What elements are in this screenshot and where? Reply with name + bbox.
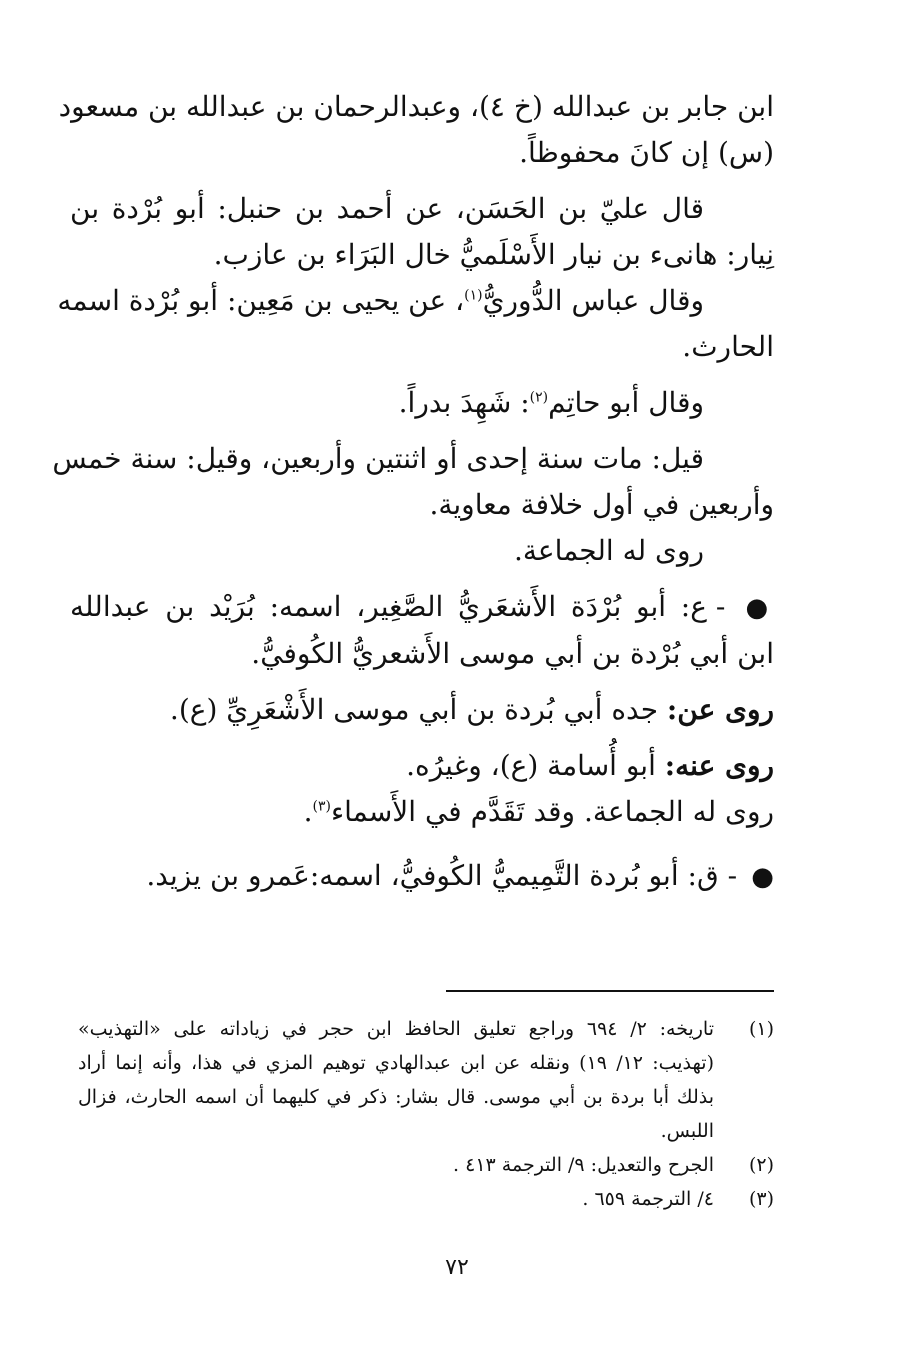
text-span: : شَهِدَ بدراً. bbox=[398, 386, 530, 419]
text-line: روى له الجماعة. bbox=[513, 534, 704, 567]
text-line: ابن جابر بن عبدالله (خ ٤)، وعبدالرحمان بن عبدالله بن مسعود bbox=[58, 90, 774, 123]
text-line: قال عليّ بن الحَسَن، عن أحمد بن حنبل: أبو بُرْدة بن bbox=[70, 192, 704, 225]
footnote-line: (تهذيب: ١٢/ ١٩) ونقله عن ابن عبدالهادي توهيم المزي في هذا، وأنه إنما أراد bbox=[78, 1052, 714, 1074]
text-span: جده أبي بُردة بن أبي موسى الأَشْعَرِيِّ (ع). bbox=[169, 693, 667, 726]
text-line: (س) إن كانَ محفوظاً. bbox=[519, 136, 774, 169]
footnote-number: (٢) bbox=[748, 1154, 774, 1176]
footnote-separator bbox=[446, 990, 774, 992]
footnote-ref: (١) bbox=[464, 287, 483, 304]
label-narrated-by: روى عنه: bbox=[664, 749, 774, 782]
text-line: نِيار: هانىء بن نيار الأَسْلَميُّ خال البَرَاء بن عازب. bbox=[213, 238, 774, 271]
footnote-number: (١) bbox=[748, 1018, 774, 1040]
text-line bbox=[70, 743, 774, 789]
bullet-icon: ● bbox=[743, 862, 774, 892]
text-line: قيل: مات سنة إحدى أو اثنتين وأربعين، وقيل: سنة خمس bbox=[52, 442, 704, 475]
footnote-line: بذلك أبا بردة بن أبي موسى. قال بشار: ذكر في كليهما أن اسمه الحارث، فزال bbox=[78, 1086, 714, 1108]
footnote-line: اللبس. bbox=[660, 1120, 714, 1142]
footnotes bbox=[78, 1012, 774, 1216]
text-span: وقال أبو حاتِم bbox=[548, 386, 704, 419]
entry-heading bbox=[70, 853, 774, 900]
footnote-ref: (٣) bbox=[312, 798, 331, 815]
text-line bbox=[57, 278, 774, 324]
text-span: روى له الجماعة. وقد تَقَدَّم في الأَسماء bbox=[330, 795, 774, 828]
text-span: ، عن يحيى بن مَعِين: أبو بُرْدة اسمه bbox=[57, 284, 465, 317]
footnote-text: تاريخه: ٢/ ٦٩٤ وراجع تعليق الحافظ ابن حجر في زياداته على «التهذيب» bbox=[78, 1018, 714, 1040]
text-line: وأربعين في أول خلافة معاوية. bbox=[429, 488, 774, 521]
text-line: ابن أبي بُرْدة بن أبي موسى الأَشعريُّ الكُوفيُّ. bbox=[251, 637, 774, 670]
footnote-ref: (٢) bbox=[529, 389, 549, 406]
label-narrated-from: روى عن: bbox=[666, 693, 774, 726]
text-span: . bbox=[303, 795, 313, 828]
text-span: أبو أُسامة (ع)، وغيرُه. bbox=[406, 749, 665, 782]
footnote-line bbox=[78, 1148, 774, 1182]
entry-heading bbox=[70, 584, 774, 631]
text-span: - ق: أبو بُردة التَّمِيميُّ الكُوفيُّ، اسمه:عَمرو بن يزيد. bbox=[146, 859, 738, 892]
footnote-line bbox=[78, 1182, 774, 1216]
footnote-number: (٣) bbox=[748, 1188, 774, 1210]
text-line bbox=[70, 687, 774, 733]
main-text bbox=[52, 84, 774, 900]
text-line: الحارث. bbox=[682, 330, 774, 363]
text-line bbox=[70, 380, 774, 426]
text-span: - ع: أبو بُرْدَة الأَشعَريُّ الصَّغِير، اسمه: بُرَيْد بن عبدالله bbox=[70, 590, 726, 623]
footnote-text: ٤/ الترجمة ٦٥٩ . bbox=[582, 1188, 714, 1210]
text-span: وقال عباس الدُّوريُّ bbox=[482, 284, 704, 317]
text-line bbox=[70, 789, 774, 835]
bullet-icon: ● bbox=[731, 593, 774, 623]
footnote-line bbox=[78, 1012, 774, 1046]
page-number: ٧٢ bbox=[445, 1255, 469, 1280]
footnote-text: الجرح والتعديل: ٩/ الترجمة ٤١٣ . bbox=[453, 1154, 714, 1176]
